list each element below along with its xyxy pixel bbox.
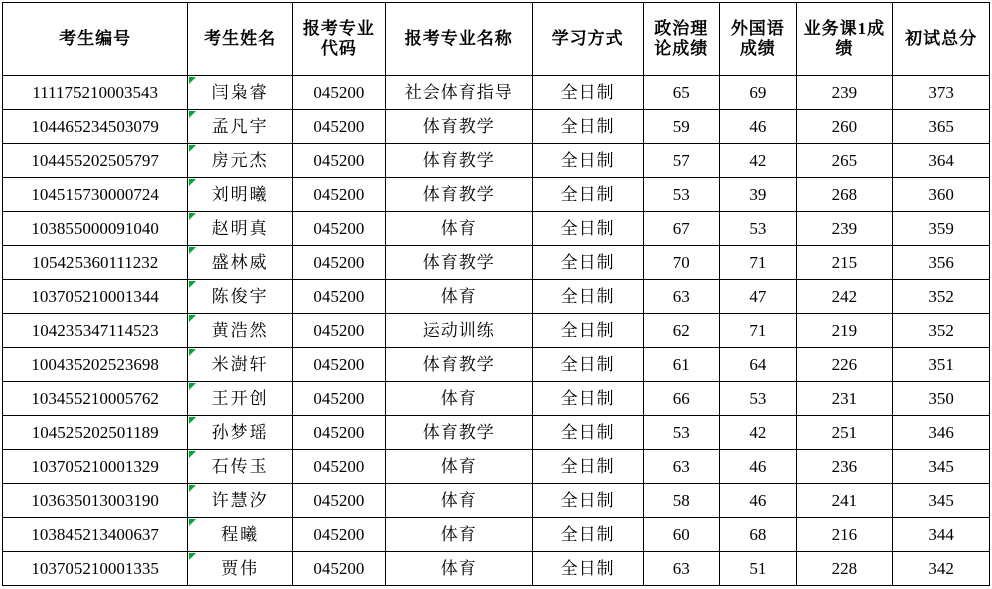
- cell-major-course1-score: 226: [796, 348, 893, 382]
- cell-foreign-language-score: 71: [720, 314, 797, 348]
- cell-total-score: 346: [893, 416, 990, 450]
- cell-foreign-language-score: 64: [720, 348, 797, 382]
- table-row: [3, 280, 990, 314]
- cell-student-id: 103845213400637: [3, 518, 188, 552]
- table-row: [3, 178, 990, 212]
- cell-comment-marker-icon: [189, 315, 196, 322]
- cell-politics-score: 67: [643, 212, 720, 246]
- column-header-student-name: 考生姓名: [188, 3, 293, 76]
- cell-major-course1-score: 215: [796, 246, 893, 280]
- cell-foreign-language-score: 47: [720, 280, 797, 314]
- table-row: [3, 144, 990, 178]
- cell-politics-score: 63: [643, 280, 720, 314]
- cell-politics-score: 58: [643, 484, 720, 518]
- cell-major-code: 045200: [293, 246, 386, 280]
- column-header-major-code: 报考专业代码: [293, 3, 386, 76]
- cell-student-id: 111175210003543: [3, 76, 188, 110]
- cell-student-name: 陈俊宇: [188, 280, 293, 314]
- admission-scores-table: [2, 2, 990, 586]
- cell-major-code: 045200: [293, 280, 386, 314]
- cell-major-name: 体育教学: [385, 178, 532, 212]
- cell-comment-marker-icon: [189, 179, 196, 186]
- cell-student-name: 贾伟: [188, 552, 293, 586]
- cell-major-course1-score: 268: [796, 178, 893, 212]
- cell-student-name: 房元杰: [188, 144, 293, 178]
- cell-total-score: 351: [893, 348, 990, 382]
- cell-comment-marker-icon: [189, 145, 196, 152]
- column-header-foreign-language-score: 外国语成绩: [720, 3, 797, 76]
- cell-student-id: 103455210005762: [3, 382, 188, 416]
- cell-comment-marker-icon: [189, 451, 196, 458]
- cell-politics-score: 63: [643, 552, 720, 586]
- cell-major-course1-score: 219: [796, 314, 893, 348]
- cell-total-score: 359: [893, 212, 990, 246]
- cell-student-name: 王开创: [188, 382, 293, 416]
- column-header-major-course1-score: 业务课1成绩: [796, 3, 893, 76]
- cell-student-id: 103635013003190: [3, 484, 188, 518]
- table-row: [3, 348, 990, 382]
- cell-student-name: 盛林威: [188, 246, 293, 280]
- cell-major-course1-score: 260: [796, 110, 893, 144]
- table-row: [3, 416, 990, 450]
- cell-total-score: 365: [893, 110, 990, 144]
- cell-foreign-language-score: 69: [720, 76, 797, 110]
- cell-major-code: 045200: [293, 450, 386, 484]
- cell-politics-score: 70: [643, 246, 720, 280]
- column-header-major-name: 报考专业名称: [385, 3, 532, 76]
- cell-student-id: 104515730000724: [3, 178, 188, 212]
- cell-major-course1-score: 231: [796, 382, 893, 416]
- cell-major-code: 045200: [293, 518, 386, 552]
- table-row: [3, 76, 990, 110]
- cell-major-name: 运动训练: [385, 314, 532, 348]
- cell-foreign-language-score: 53: [720, 382, 797, 416]
- cell-student-name: 赵明真: [188, 212, 293, 246]
- cell-major-course1-score: 241: [796, 484, 893, 518]
- cell-study-mode: 全日制: [532, 518, 643, 552]
- cell-major-code: 045200: [293, 484, 386, 518]
- cell-student-id: 104455202505797: [3, 144, 188, 178]
- table-row: [3, 382, 990, 416]
- table-row: [3, 314, 990, 348]
- cell-student-name: 米澍轩: [188, 348, 293, 382]
- cell-foreign-language-score: 71: [720, 246, 797, 280]
- cell-student-name: 石传玉: [188, 450, 293, 484]
- cell-study-mode: 全日制: [532, 348, 643, 382]
- table-row: [3, 212, 990, 246]
- cell-foreign-language-score: 39: [720, 178, 797, 212]
- cell-comment-marker-icon: [189, 349, 196, 356]
- cell-student-id: 104525202501189: [3, 416, 188, 450]
- cell-comment-marker-icon: [189, 281, 196, 288]
- cell-study-mode: 全日制: [532, 178, 643, 212]
- cell-student-name: 程曦: [188, 518, 293, 552]
- cell-politics-score: 62: [643, 314, 720, 348]
- cell-total-score: 360: [893, 178, 990, 212]
- table-row: [3, 110, 990, 144]
- cell-total-score: 350: [893, 382, 990, 416]
- column-header-study-mode: 学习方式: [532, 3, 643, 76]
- cell-major-code: 045200: [293, 144, 386, 178]
- cell-major-course1-score: 216: [796, 518, 893, 552]
- cell-major-course1-score: 251: [796, 416, 893, 450]
- table-row: [3, 552, 990, 586]
- table-row: [3, 450, 990, 484]
- cell-major-course1-score: 265: [796, 144, 893, 178]
- cell-politics-score: 53: [643, 178, 720, 212]
- cell-study-mode: 全日制: [532, 314, 643, 348]
- cell-student-id: 103705210001335: [3, 552, 188, 586]
- cell-major-course1-score: 239: [796, 212, 893, 246]
- cell-major-code: 045200: [293, 110, 386, 144]
- cell-major-course1-score: 228: [796, 552, 893, 586]
- cell-total-score: 352: [893, 280, 990, 314]
- cell-student-name: 黄浩然: [188, 314, 293, 348]
- cell-study-mode: 全日制: [532, 110, 643, 144]
- cell-total-score: 345: [893, 484, 990, 518]
- cell-politics-score: 61: [643, 348, 720, 382]
- cell-total-score: 373: [893, 76, 990, 110]
- cell-study-mode: 全日制: [532, 280, 643, 314]
- cell-study-mode: 全日制: [532, 484, 643, 518]
- column-header-student-id: 考生编号: [3, 3, 188, 76]
- cell-comment-marker-icon: [189, 417, 196, 424]
- cell-politics-score: 57: [643, 144, 720, 178]
- cell-politics-score: 60: [643, 518, 720, 552]
- cell-student-id: 103855000091040: [3, 212, 188, 246]
- cell-major-code: 045200: [293, 178, 386, 212]
- cell-study-mode: 全日制: [532, 450, 643, 484]
- cell-study-mode: 全日制: [532, 416, 643, 450]
- cell-student-name: 许慧汐: [188, 484, 293, 518]
- cell-student-name: 闫枭睿: [188, 76, 293, 110]
- column-header-politics-score: 政治理论成绩: [643, 3, 720, 76]
- cell-comment-marker-icon: [189, 553, 196, 560]
- cell-major-course1-score: 242: [796, 280, 893, 314]
- cell-major-name: 体育教学: [385, 348, 532, 382]
- cell-foreign-language-score: 46: [720, 484, 797, 518]
- cell-foreign-language-score: 68: [720, 518, 797, 552]
- cell-major-code: 045200: [293, 416, 386, 450]
- cell-comment-marker-icon: [189, 77, 196, 84]
- cell-total-score: 364: [893, 144, 990, 178]
- cell-major-name: 体育: [385, 518, 532, 552]
- cell-politics-score: 59: [643, 110, 720, 144]
- cell-student-name: 刘明曦: [188, 178, 293, 212]
- cell-study-mode: 全日制: [532, 212, 643, 246]
- cell-major-code: 045200: [293, 552, 386, 586]
- cell-major-code: 045200: [293, 382, 386, 416]
- table-row: [3, 518, 990, 552]
- cell-politics-score: 65: [643, 76, 720, 110]
- cell-major-name: 体育教学: [385, 144, 532, 178]
- cell-foreign-language-score: 42: [720, 416, 797, 450]
- cell-study-mode: 全日制: [532, 246, 643, 280]
- cell-major-code: 045200: [293, 314, 386, 348]
- cell-total-score: 352: [893, 314, 990, 348]
- cell-study-mode: 全日制: [532, 552, 643, 586]
- cell-major-code: 045200: [293, 348, 386, 382]
- cell-student-id: 104465234503079: [3, 110, 188, 144]
- cell-politics-score: 66: [643, 382, 720, 416]
- cell-comment-marker-icon: [189, 383, 196, 390]
- cell-comment-marker-icon: [189, 485, 196, 492]
- cell-total-score: 356: [893, 246, 990, 280]
- cell-major-code: 045200: [293, 76, 386, 110]
- cell-student-id: 103705210001344: [3, 280, 188, 314]
- grades-sheet: [0, 2, 992, 589]
- cell-foreign-language-score: 53: [720, 212, 797, 246]
- cell-student-id: 100435202523698: [3, 348, 188, 382]
- cell-total-score: 344: [893, 518, 990, 552]
- table-row: [3, 484, 990, 518]
- column-header-total-score: 初试总分: [893, 3, 990, 76]
- cell-major-name: 体育: [385, 450, 532, 484]
- table-header-row: [3, 3, 990, 76]
- cell-student-name: 孟凡宇: [188, 110, 293, 144]
- cell-major-course1-score: 239: [796, 76, 893, 110]
- cell-study-mode: 全日制: [532, 382, 643, 416]
- cell-total-score: 342: [893, 552, 990, 586]
- cell-comment-marker-icon: [189, 213, 196, 220]
- cell-comment-marker-icon: [189, 519, 196, 526]
- cell-total-score: 345: [893, 450, 990, 484]
- cell-student-name: 孙梦瑶: [188, 416, 293, 450]
- cell-politics-score: 53: [643, 416, 720, 450]
- cell-study-mode: 全日制: [532, 76, 643, 110]
- cell-major-name: 体育教学: [385, 110, 532, 144]
- cell-foreign-language-score: 51: [720, 552, 797, 586]
- table-row: [3, 246, 990, 280]
- cell-major-name: 体育教学: [385, 416, 532, 450]
- cell-major-name: 体育: [385, 212, 532, 246]
- table-body: [3, 76, 990, 586]
- cell-student-id: 104235347114523: [3, 314, 188, 348]
- cell-major-code: 045200: [293, 212, 386, 246]
- cell-politics-score: 63: [643, 450, 720, 484]
- cell-comment-marker-icon: [189, 111, 196, 118]
- cell-foreign-language-score: 42: [720, 144, 797, 178]
- cell-comment-marker-icon: [189, 247, 196, 254]
- cell-major-name: 社会体育指导: [385, 76, 532, 110]
- cell-major-course1-score: 236: [796, 450, 893, 484]
- cell-major-name: 体育: [385, 382, 532, 416]
- cell-major-name: 体育: [385, 484, 532, 518]
- cell-student-id: 103705210001329: [3, 450, 188, 484]
- cell-major-name: 体育: [385, 552, 532, 586]
- cell-major-name: 体育教学: [385, 246, 532, 280]
- cell-study-mode: 全日制: [532, 144, 643, 178]
- cell-major-name: 体育: [385, 280, 532, 314]
- cell-student-id: 105425360111232: [3, 246, 188, 280]
- cell-foreign-language-score: 46: [720, 110, 797, 144]
- cell-foreign-language-score: 46: [720, 450, 797, 484]
